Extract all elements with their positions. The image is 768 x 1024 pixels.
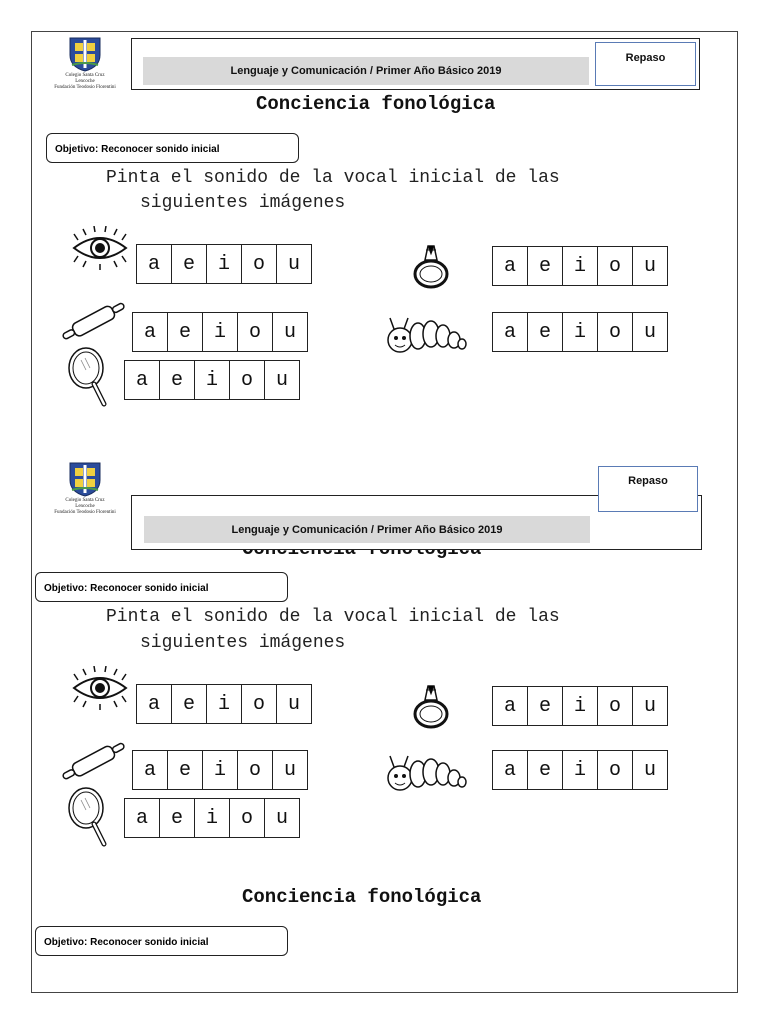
vowel-o[interactable]: o bbox=[242, 685, 277, 723]
vowel-a[interactable]: a bbox=[125, 799, 160, 837]
vowel-o[interactable]: o bbox=[598, 247, 633, 285]
vowel-o[interactable]: o bbox=[598, 313, 633, 351]
vowel-a[interactable]: a bbox=[125, 361, 160, 399]
caterpillar-icon bbox=[384, 750, 468, 794]
vowel-u[interactable]: u bbox=[283, 758, 296, 782]
vowel-e[interactable]: e bbox=[172, 685, 207, 723]
vowel-u[interactable]: u bbox=[275, 806, 288, 830]
vowel-u[interactable]: u bbox=[643, 254, 656, 278]
vowel-i[interactable]: i bbox=[207, 685, 242, 723]
hand-mirror-icon bbox=[64, 786, 114, 852]
vowel-u[interactable]: u bbox=[287, 692, 300, 716]
vowel-a[interactable]: a bbox=[133, 313, 168, 351]
instruction-line-2: siguientes imágenes bbox=[140, 633, 346, 653]
vowel-o[interactable]: o bbox=[238, 751, 273, 789]
vowel-i[interactable]: i bbox=[195, 799, 230, 837]
instruction-line-1: Pinta el sonido de la vocal inicial de las bbox=[106, 168, 560, 188]
vowel-i[interactable]: i bbox=[563, 687, 598, 725]
eye-icon bbox=[70, 666, 130, 710]
school-logo bbox=[35, 460, 135, 516]
vowel-i[interactable]: i bbox=[195, 361, 230, 399]
hand-mirror-icon bbox=[64, 346, 114, 412]
vowel-o[interactable]: o bbox=[230, 799, 265, 837]
vowel-row-ring bbox=[492, 246, 668, 286]
vowel-e[interactable]: e bbox=[168, 313, 203, 351]
vowel-o[interactable]: o bbox=[242, 245, 277, 283]
vowel-e[interactable]: e bbox=[528, 751, 563, 789]
objective-box: Objetivo: Reconocer sonido inicial bbox=[35, 926, 288, 956]
instruction-line-1: Pinta el sonido de la vocal inicial de las bbox=[106, 607, 560, 627]
vowel-u[interactable]: u bbox=[287, 252, 300, 276]
objective-box: Objetivo: Reconocer sonido inicial bbox=[46, 133, 299, 163]
objective-box: Objetivo: Reconocer sonido inicial bbox=[35, 572, 288, 602]
vowel-i[interactable]: i bbox=[207, 245, 242, 283]
vowel-e[interactable]: e bbox=[160, 361, 195, 399]
vowel-e[interactable]: e bbox=[528, 247, 563, 285]
school-foundation: Fundación Teodosio Florentini bbox=[54, 85, 116, 90]
header-subject: Lenguaje y Comunicación / Primer Año Básico 2019 bbox=[144, 516, 590, 543]
vowel-row-ring bbox=[492, 686, 668, 726]
rolling-pin-icon bbox=[58, 740, 130, 784]
vowel-i[interactable]: i bbox=[203, 751, 238, 789]
vowel-i[interactable]: i bbox=[203, 313, 238, 351]
vowel-row-rolling-pin bbox=[132, 312, 308, 352]
repaso-badge: Repaso bbox=[598, 466, 698, 512]
vowel-u[interactable]: u bbox=[643, 320, 656, 344]
vowel-row-caterpillar bbox=[492, 312, 668, 352]
vowel-i[interactable]: i bbox=[563, 247, 598, 285]
school-name: Colegio Santa Cruz bbox=[65, 498, 105, 503]
school-city: Lencoche bbox=[75, 504, 95, 509]
header-subject: Lenguaje y Comunicación / Primer Año Básico 2019 bbox=[143, 57, 589, 85]
vowel-a[interactable]: a bbox=[493, 247, 528, 285]
vowel-row-mirror bbox=[124, 360, 300, 400]
vowel-u[interactable]: u bbox=[275, 368, 288, 392]
vowel-u[interactable]: u bbox=[643, 694, 656, 718]
school-logo bbox=[35, 35, 135, 91]
vowel-i[interactable]: i bbox=[563, 313, 598, 351]
vowel-a[interactable]: a bbox=[493, 313, 528, 351]
vowel-e[interactable]: e bbox=[168, 751, 203, 789]
school-crest-icon bbox=[67, 35, 103, 73]
repaso-badge: Repaso bbox=[595, 42, 696, 86]
vowel-a[interactable]: a bbox=[493, 751, 528, 789]
ring-icon bbox=[408, 240, 454, 290]
vowel-row-rolling-pin bbox=[132, 750, 308, 790]
school-crest-icon bbox=[67, 460, 103, 498]
vowel-o[interactable]: o bbox=[598, 687, 633, 725]
page-title: Conciencia fonológica bbox=[242, 886, 482, 908]
vowel-row-eye bbox=[136, 684, 312, 724]
vowel-a[interactable]: a bbox=[133, 751, 168, 789]
vowel-a[interactable]: a bbox=[493, 687, 528, 725]
page-title: Conciencia fonológica bbox=[256, 93, 496, 115]
vowel-row-mirror bbox=[124, 798, 300, 838]
rolling-pin-icon bbox=[58, 300, 130, 344]
vowel-u[interactable]: u bbox=[283, 320, 296, 344]
vowel-u[interactable]: u bbox=[643, 758, 656, 782]
vowel-a[interactable]: a bbox=[137, 245, 172, 283]
vowel-a[interactable]: a bbox=[137, 685, 172, 723]
vowel-o[interactable]: o bbox=[598, 751, 633, 789]
school-name: Colegio Santa Cruz bbox=[65, 73, 105, 78]
instruction-line-2: siguientes imágenes bbox=[140, 193, 346, 213]
vowel-e[interactable]: e bbox=[528, 313, 563, 351]
vowel-i[interactable]: i bbox=[563, 751, 598, 789]
vowel-o[interactable]: o bbox=[230, 361, 265, 399]
vowel-row-eye bbox=[136, 244, 312, 284]
vowel-e[interactable]: e bbox=[160, 799, 195, 837]
eye-icon bbox=[70, 226, 130, 270]
vowel-row-caterpillar bbox=[492, 750, 668, 790]
vowel-o[interactable]: o bbox=[238, 313, 273, 351]
school-foundation: Fundación Teodosio Florentini bbox=[54, 510, 116, 515]
vowel-e[interactable]: e bbox=[528, 687, 563, 725]
vowel-e[interactable]: e bbox=[172, 245, 207, 283]
ring-icon bbox=[408, 680, 454, 730]
school-city: Lencoche bbox=[75, 79, 95, 84]
caterpillar-icon bbox=[384, 312, 468, 356]
